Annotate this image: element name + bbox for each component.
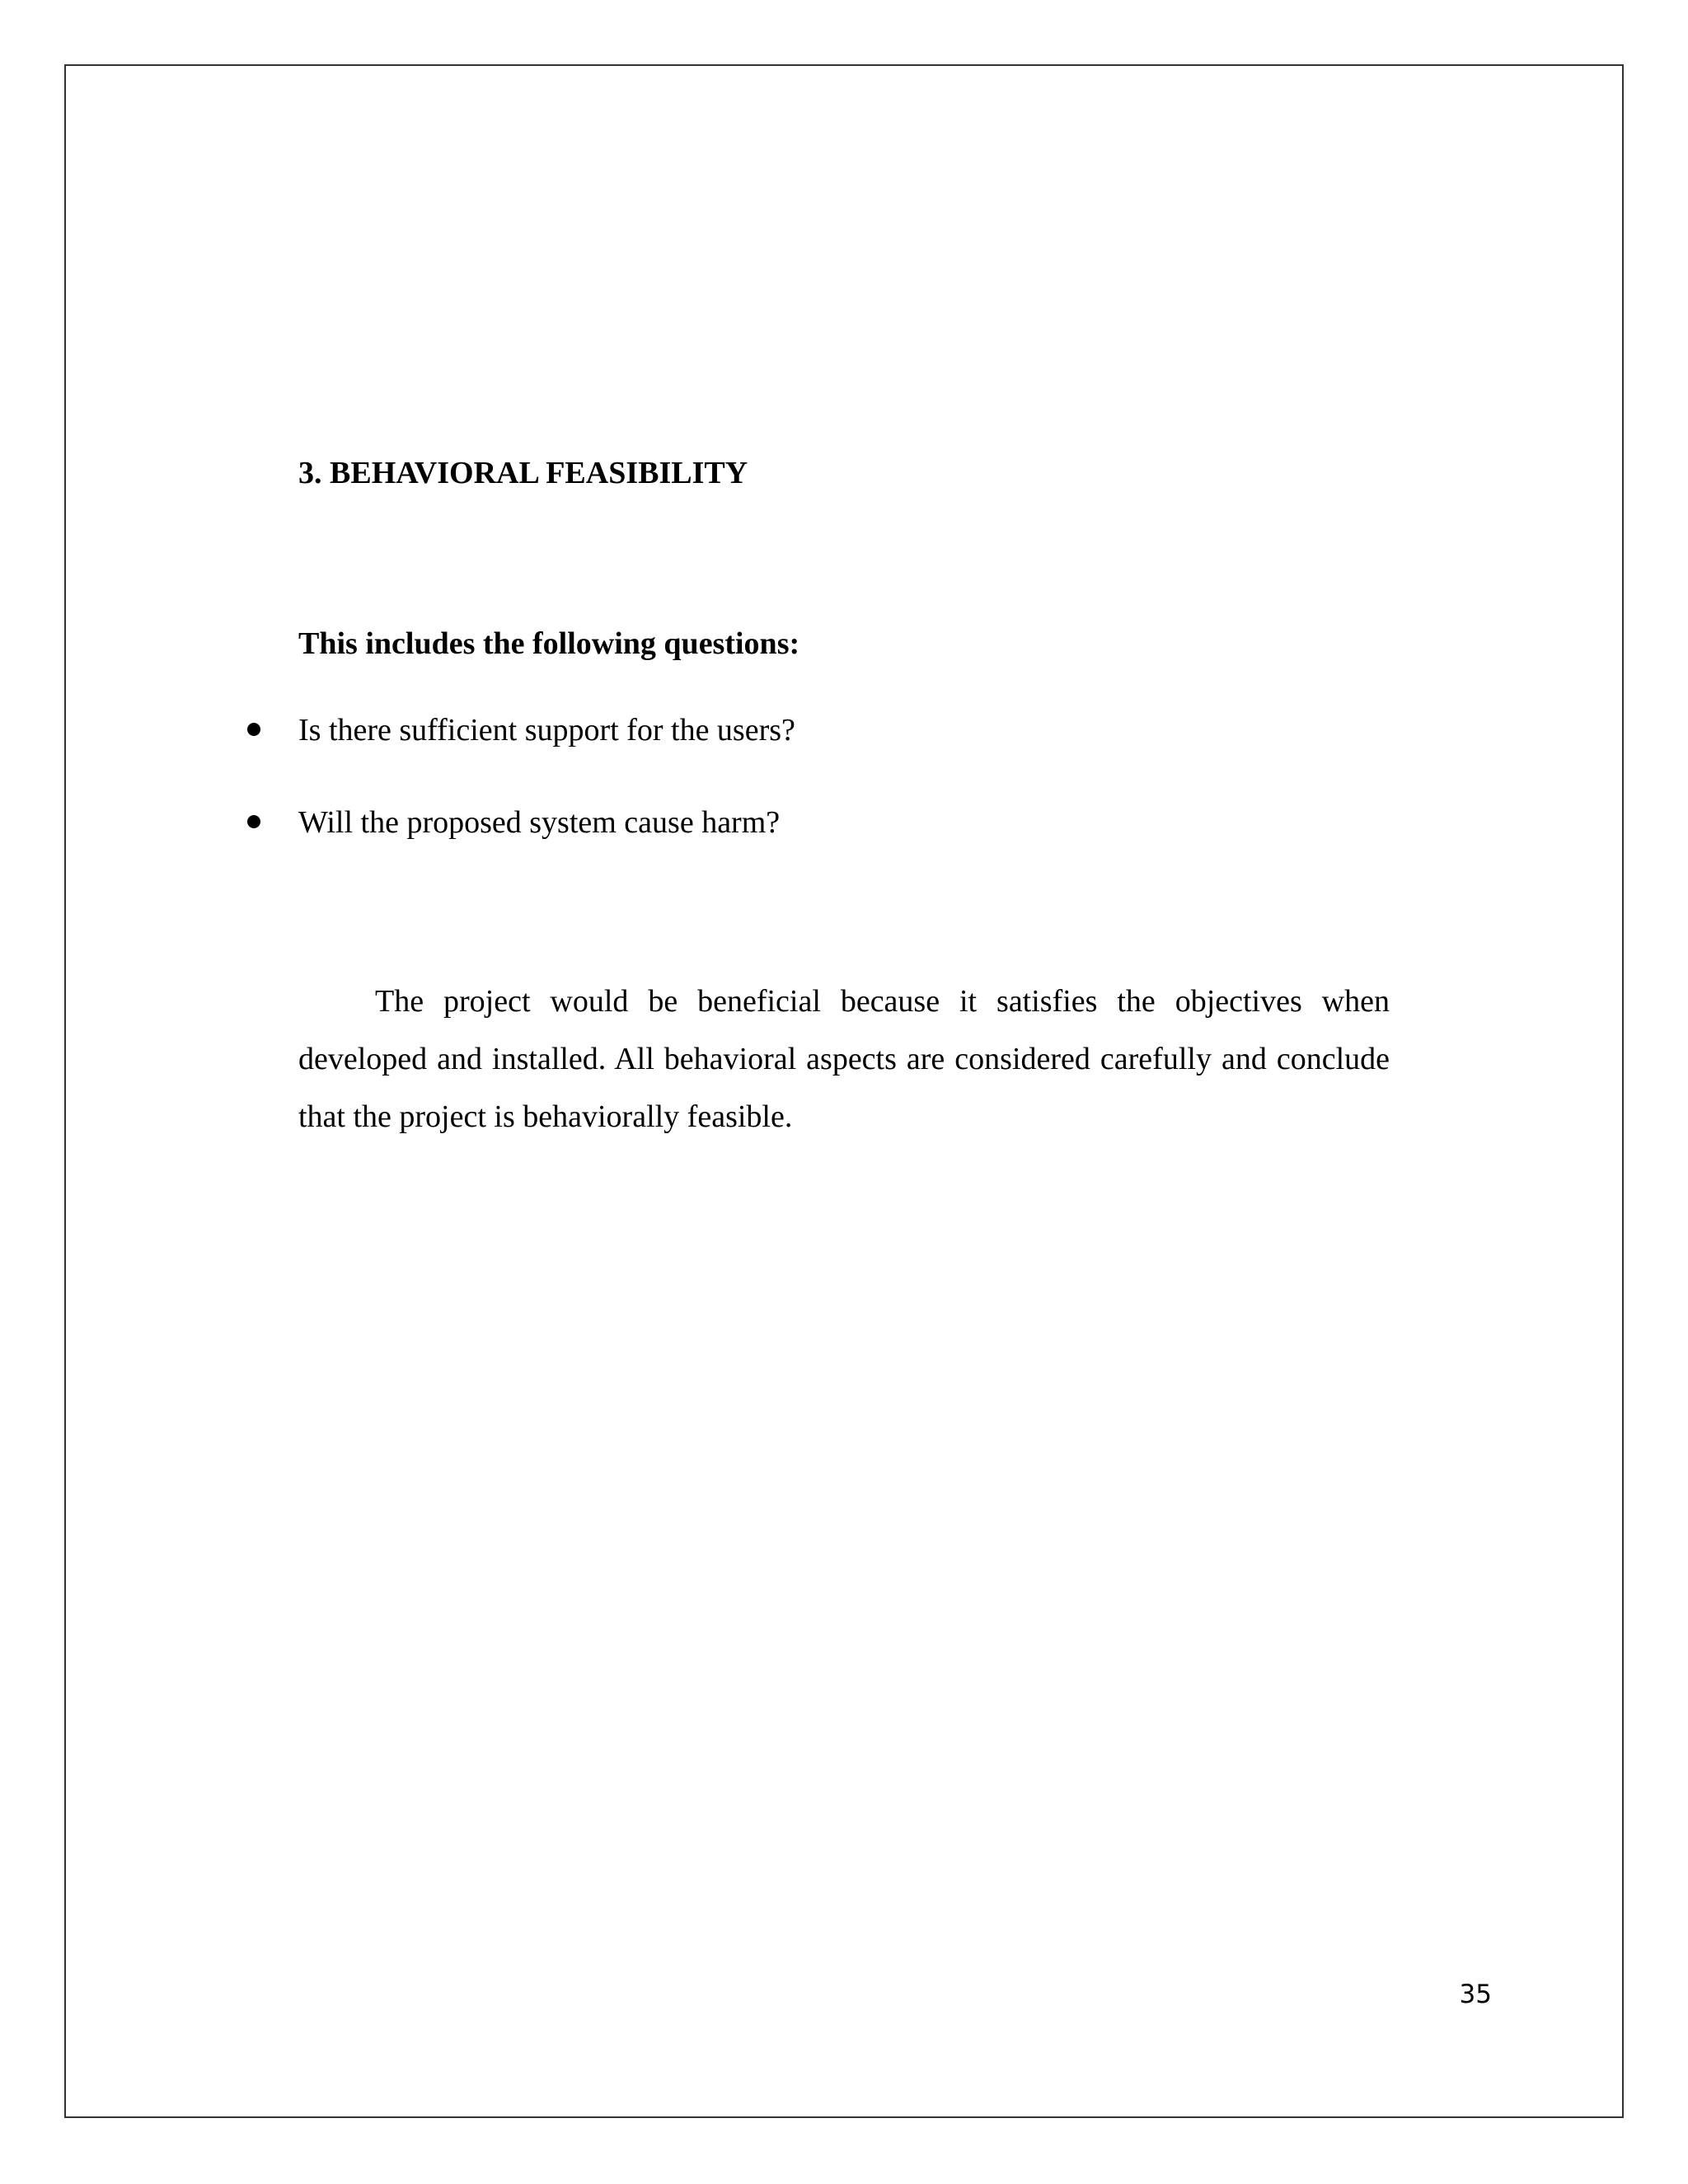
bullet-icon	[247, 815, 260, 828]
list-item	[247, 709, 1401, 752]
page-number: 35	[1459, 1980, 1492, 2009]
list-item	[247, 801, 1401, 844]
section-heading: 3. BEHAVIORAL FEASIBILITY	[298, 456, 748, 490]
intro-line: This includes the following questions:	[298, 626, 800, 661]
question-text: Is there sufficient support for the users?	[298, 713, 795, 748]
bullet-icon	[247, 723, 260, 736]
body-paragraph: The project would be beneficial because it satisfies the objectives when developed and installed. All behavioral aspects are considered carefully and conclude that the project is behaviorally feasible.	[298, 984, 1390, 1134]
question-text: Will the proposed system cause harm?	[298, 805, 781, 840]
